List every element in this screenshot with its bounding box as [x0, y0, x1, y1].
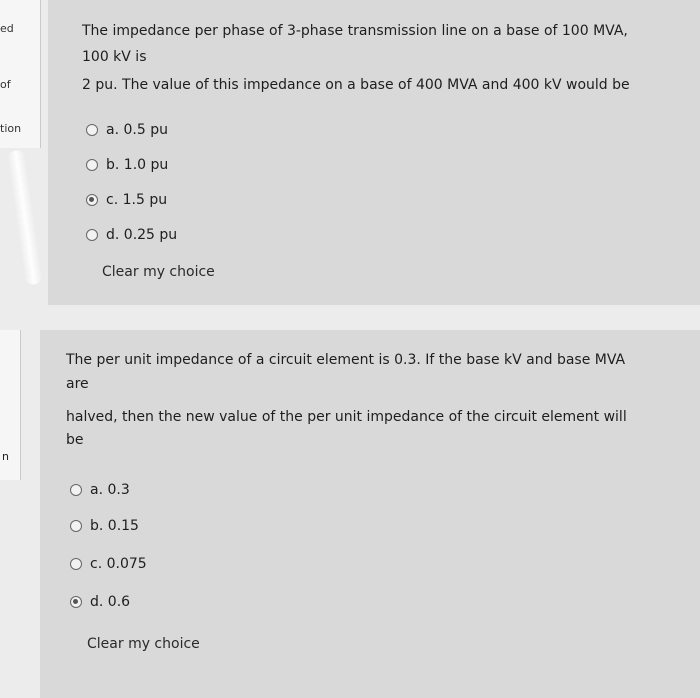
- radio-button[interactable]: [86, 229, 98, 241]
- question-1-option-b[interactable]: [86, 157, 168, 173]
- radio-button[interactable]: [86, 159, 98, 171]
- question-2-text-line: be: [66, 432, 84, 448]
- option-label: c. 0.075: [90, 556, 147, 572]
- screen-glare: [7, 149, 44, 285]
- option-label: b. 1.0 pu: [106, 157, 169, 173]
- option-label: b. 0.15: [90, 518, 139, 534]
- question-2-card: [40, 330, 700, 698]
- question-2-option-c[interactable]: [70, 556, 147, 572]
- option-label: c. 1.5 pu: [106, 192, 168, 208]
- option-label: d. 0.25 pu: [106, 227, 178, 243]
- radio-button-selected[interactable]: [70, 596, 82, 608]
- question-1-option-c[interactable]: [86, 192, 167, 208]
- question-2-text-line: The per unit impedance of a circuit element is 0.3. If the base kV and base MVA: [66, 352, 626, 368]
- question-1-text-line: The impedance per phase of 3-phase transmission line on a base of 100 MVA,: [82, 23, 628, 39]
- nav-fragment: of: [0, 78, 11, 91]
- question-2-text-line: are: [66, 376, 89, 392]
- option-label: a. 0.3: [90, 482, 130, 498]
- nav-fragment: ed: [0, 22, 14, 35]
- question-1-option-d[interactable]: [86, 227, 177, 243]
- radio-button[interactable]: [86, 124, 98, 136]
- nav-fragment: n: [2, 450, 9, 463]
- option-label: a. 0.5 pu: [106, 122, 168, 138]
- question-2-option-d[interactable]: [70, 594, 130, 610]
- question-1-text-line: 100 kV is: [82, 49, 147, 65]
- nav-fragment: tion: [0, 122, 22, 135]
- clear-choice-link[interactable]: Clear my choice: [102, 264, 215, 280]
- radio-button[interactable]: [70, 558, 82, 570]
- option-label: d. 0.6: [90, 594, 131, 610]
- question-1-card: [48, 0, 700, 305]
- question-1-text-line: 2 pu. The value of this impedance on a base of 400 MVA and 400 kV would be: [82, 77, 630, 93]
- clear-choice-link[interactable]: Clear my choice: [87, 636, 200, 652]
- question-2-option-b[interactable]: [70, 518, 139, 534]
- radio-button-selected[interactable]: [86, 194, 98, 206]
- question-1-option-a[interactable]: [86, 122, 168, 138]
- question-2-option-a[interactable]: [70, 482, 130, 498]
- radio-button[interactable]: [70, 484, 82, 496]
- left-nav-panel: [0, 0, 41, 148]
- radio-button[interactable]: [70, 520, 82, 532]
- question-2-text-line: halved, then the new value of the per unit impedance of the circuit element will: [66, 409, 627, 425]
